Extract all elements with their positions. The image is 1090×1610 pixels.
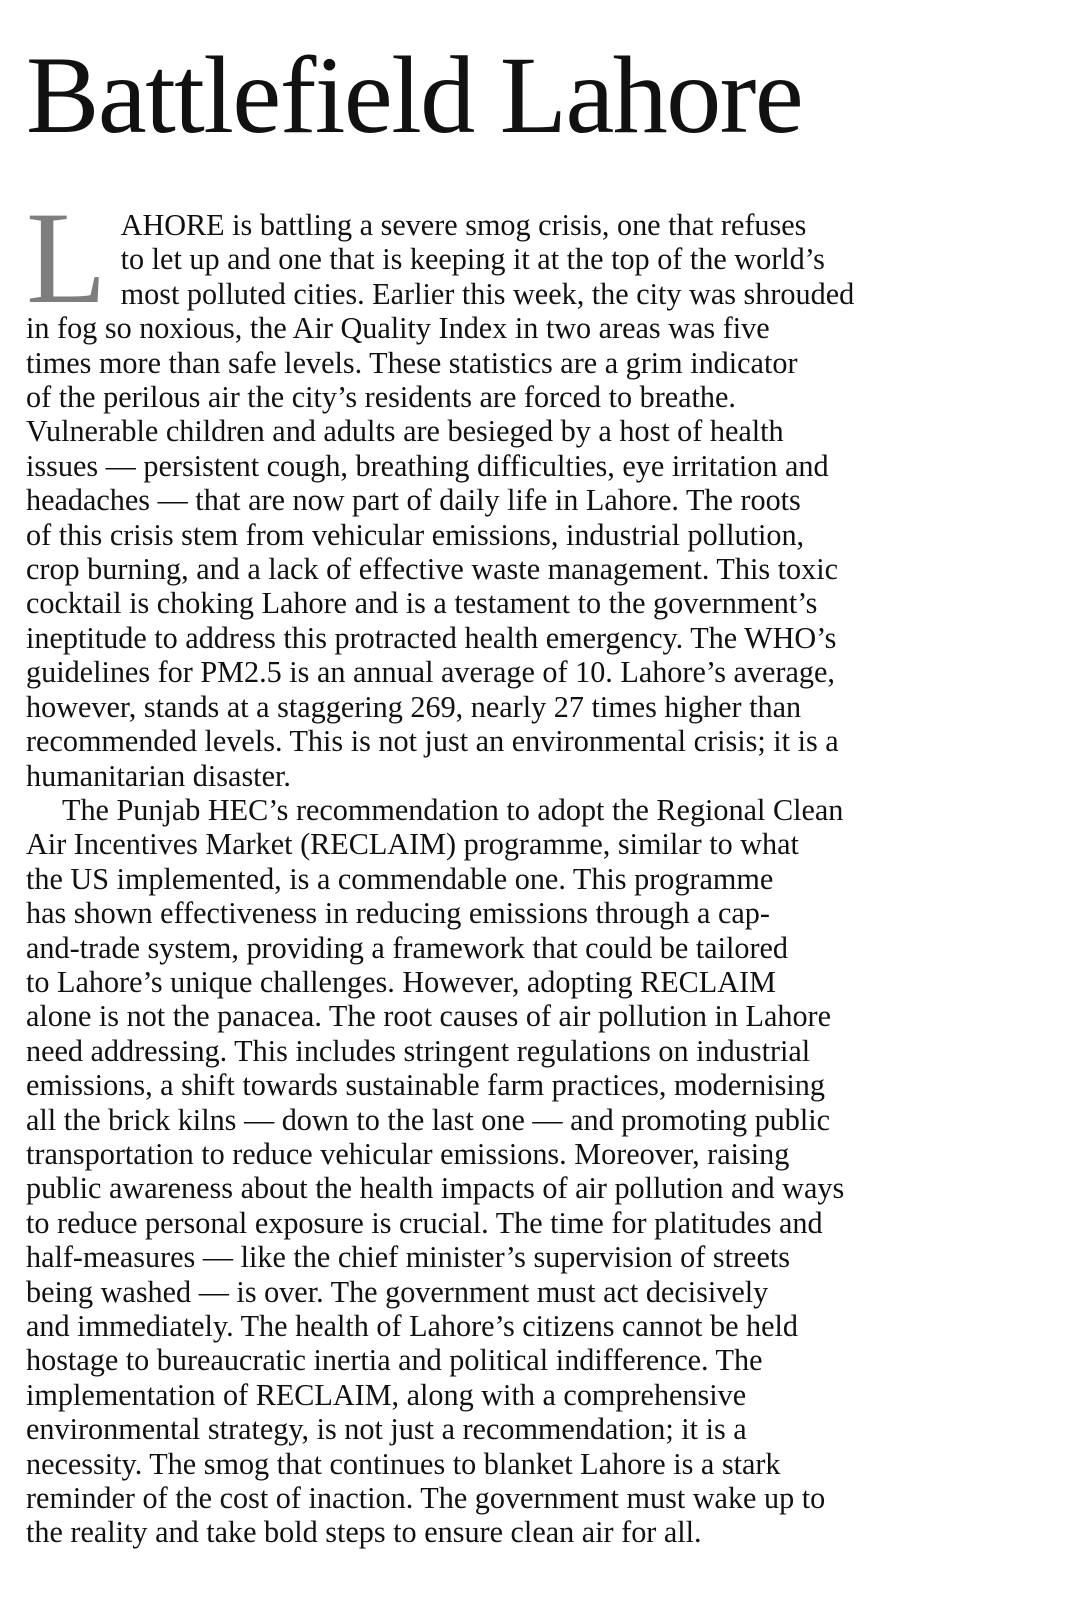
paragraph-1 <box>26 184 1076 793</box>
text-line: reminder of the cost of inaction. The government must wake up to <box>26 1481 826 1516</box>
text-line: to let up and one that is keeping it at the top of the world’s <box>120 242 825 277</box>
text-line: alone is not the panacea. The root causes of air pollution in Lahore <box>26 999 832 1034</box>
text-line: to Lahore’s unique challenges. However, adopting RECLAIM <box>26 964 776 999</box>
text-line: public awareness about the health impacts of air pollution and ways <box>26 1171 845 1206</box>
text-line: in fog so noxious, the Air Quality Index in two areas was five <box>26 311 770 346</box>
text-line: environmental strategy, is not just a recommendation; it is a <box>26 1412 747 1447</box>
text-line: times more than safe levels. These statistics are a grim indicator <box>26 345 798 380</box>
text-line: however, stands at a staggering 269, nearly 27 times higher than <box>26 689 802 724</box>
drop-cap: L <box>26 184 107 331</box>
headline: Battlefield Lahore <box>26 34 803 156</box>
text-line: The Punjab HEC’s recommendation to adopt the Regional Clean <box>62 792 844 827</box>
text-line: crop burning, and a lack of effective waste management. This toxic <box>26 552 838 587</box>
text-line: and immediately. The health of Lahore’s citizens cannot be held <box>26 1309 799 1343</box>
text-line: Air Incentives Market (RECLAIM) programme, similar to what <box>26 827 799 862</box>
text-line: of the perilous air the city’s residents are forced to breathe. <box>26 380 736 415</box>
text-line: issues — persistent cough, breathing difficulties, eye irritation and <box>26 448 829 483</box>
paragraph-2 <box>26 793 1076 1550</box>
text-line: necessity. The smog that continues to blanket Lahore is a stark <box>26 1446 781 1481</box>
text-line: transportation to reduce vehicular emissions. Moreover, raising <box>26 1136 790 1171</box>
text-line: being washed — is over. The government must act decisively <box>26 1274 769 1309</box>
text-line: guidelines for PM2.5 is an annual average of 10. Lahore’s average, <box>26 655 835 690</box>
text-line: emissions, a shift towards sustainable farm practices, modernising <box>26 1068 825 1103</box>
text-line: has shown effectiveness in reducing emissions through a cap- <box>26 896 770 931</box>
text-line: to reduce personal exposure is crucial. The time for platitudes and <box>26 1205 823 1240</box>
text-line: cocktail is choking Lahore and is a testament to the government’s <box>26 586 818 621</box>
text-line: the US implemented, is a commendable one. This programme <box>26 861 774 896</box>
text-line: ineptitude to address this protracted health emergency. The WHO’s <box>26 620 837 655</box>
text-line: humanitarian disaster. <box>26 758 291 793</box>
text-line: half-measures — like the chief minister’s supervision of streets <box>26 1240 790 1275</box>
article-body <box>26 184 1076 1550</box>
text-line: implementation of RECLAIM, along with a comprehensive <box>26 1377 747 1412</box>
text-line: Vulnerable children and adults are besieged by a host of health <box>26 414 784 449</box>
text-line: hostage to bureaucratic inertia and political indifference. The <box>26 1343 763 1378</box>
text-line: most polluted cities. Earlier this week, the city was shrouded <box>120 276 855 311</box>
text-line: AHORE is battling a severe smog crisis, one that refuses <box>120 208 807 242</box>
text-line: need addressing. This includes stringent regulations on industrial <box>26 1033 811 1068</box>
text-line: headaches — that are now part of daily life in Lahore. The roots <box>26 483 801 518</box>
text-line: of this crisis stem from vehicular emissions, industrial pollution, <box>26 517 805 552</box>
text-line: all the brick kilns — down to the last one — and promoting public <box>26 1102 831 1137</box>
text-line: the reality and take bold steps to ensure clean air for all. <box>26 1515 702 1550</box>
text-line: and-trade system, providing a framework that could be tailored <box>26 930 788 965</box>
text-line: recommended levels. This is not just an environmental crisis; it is a <box>26 724 839 759</box>
